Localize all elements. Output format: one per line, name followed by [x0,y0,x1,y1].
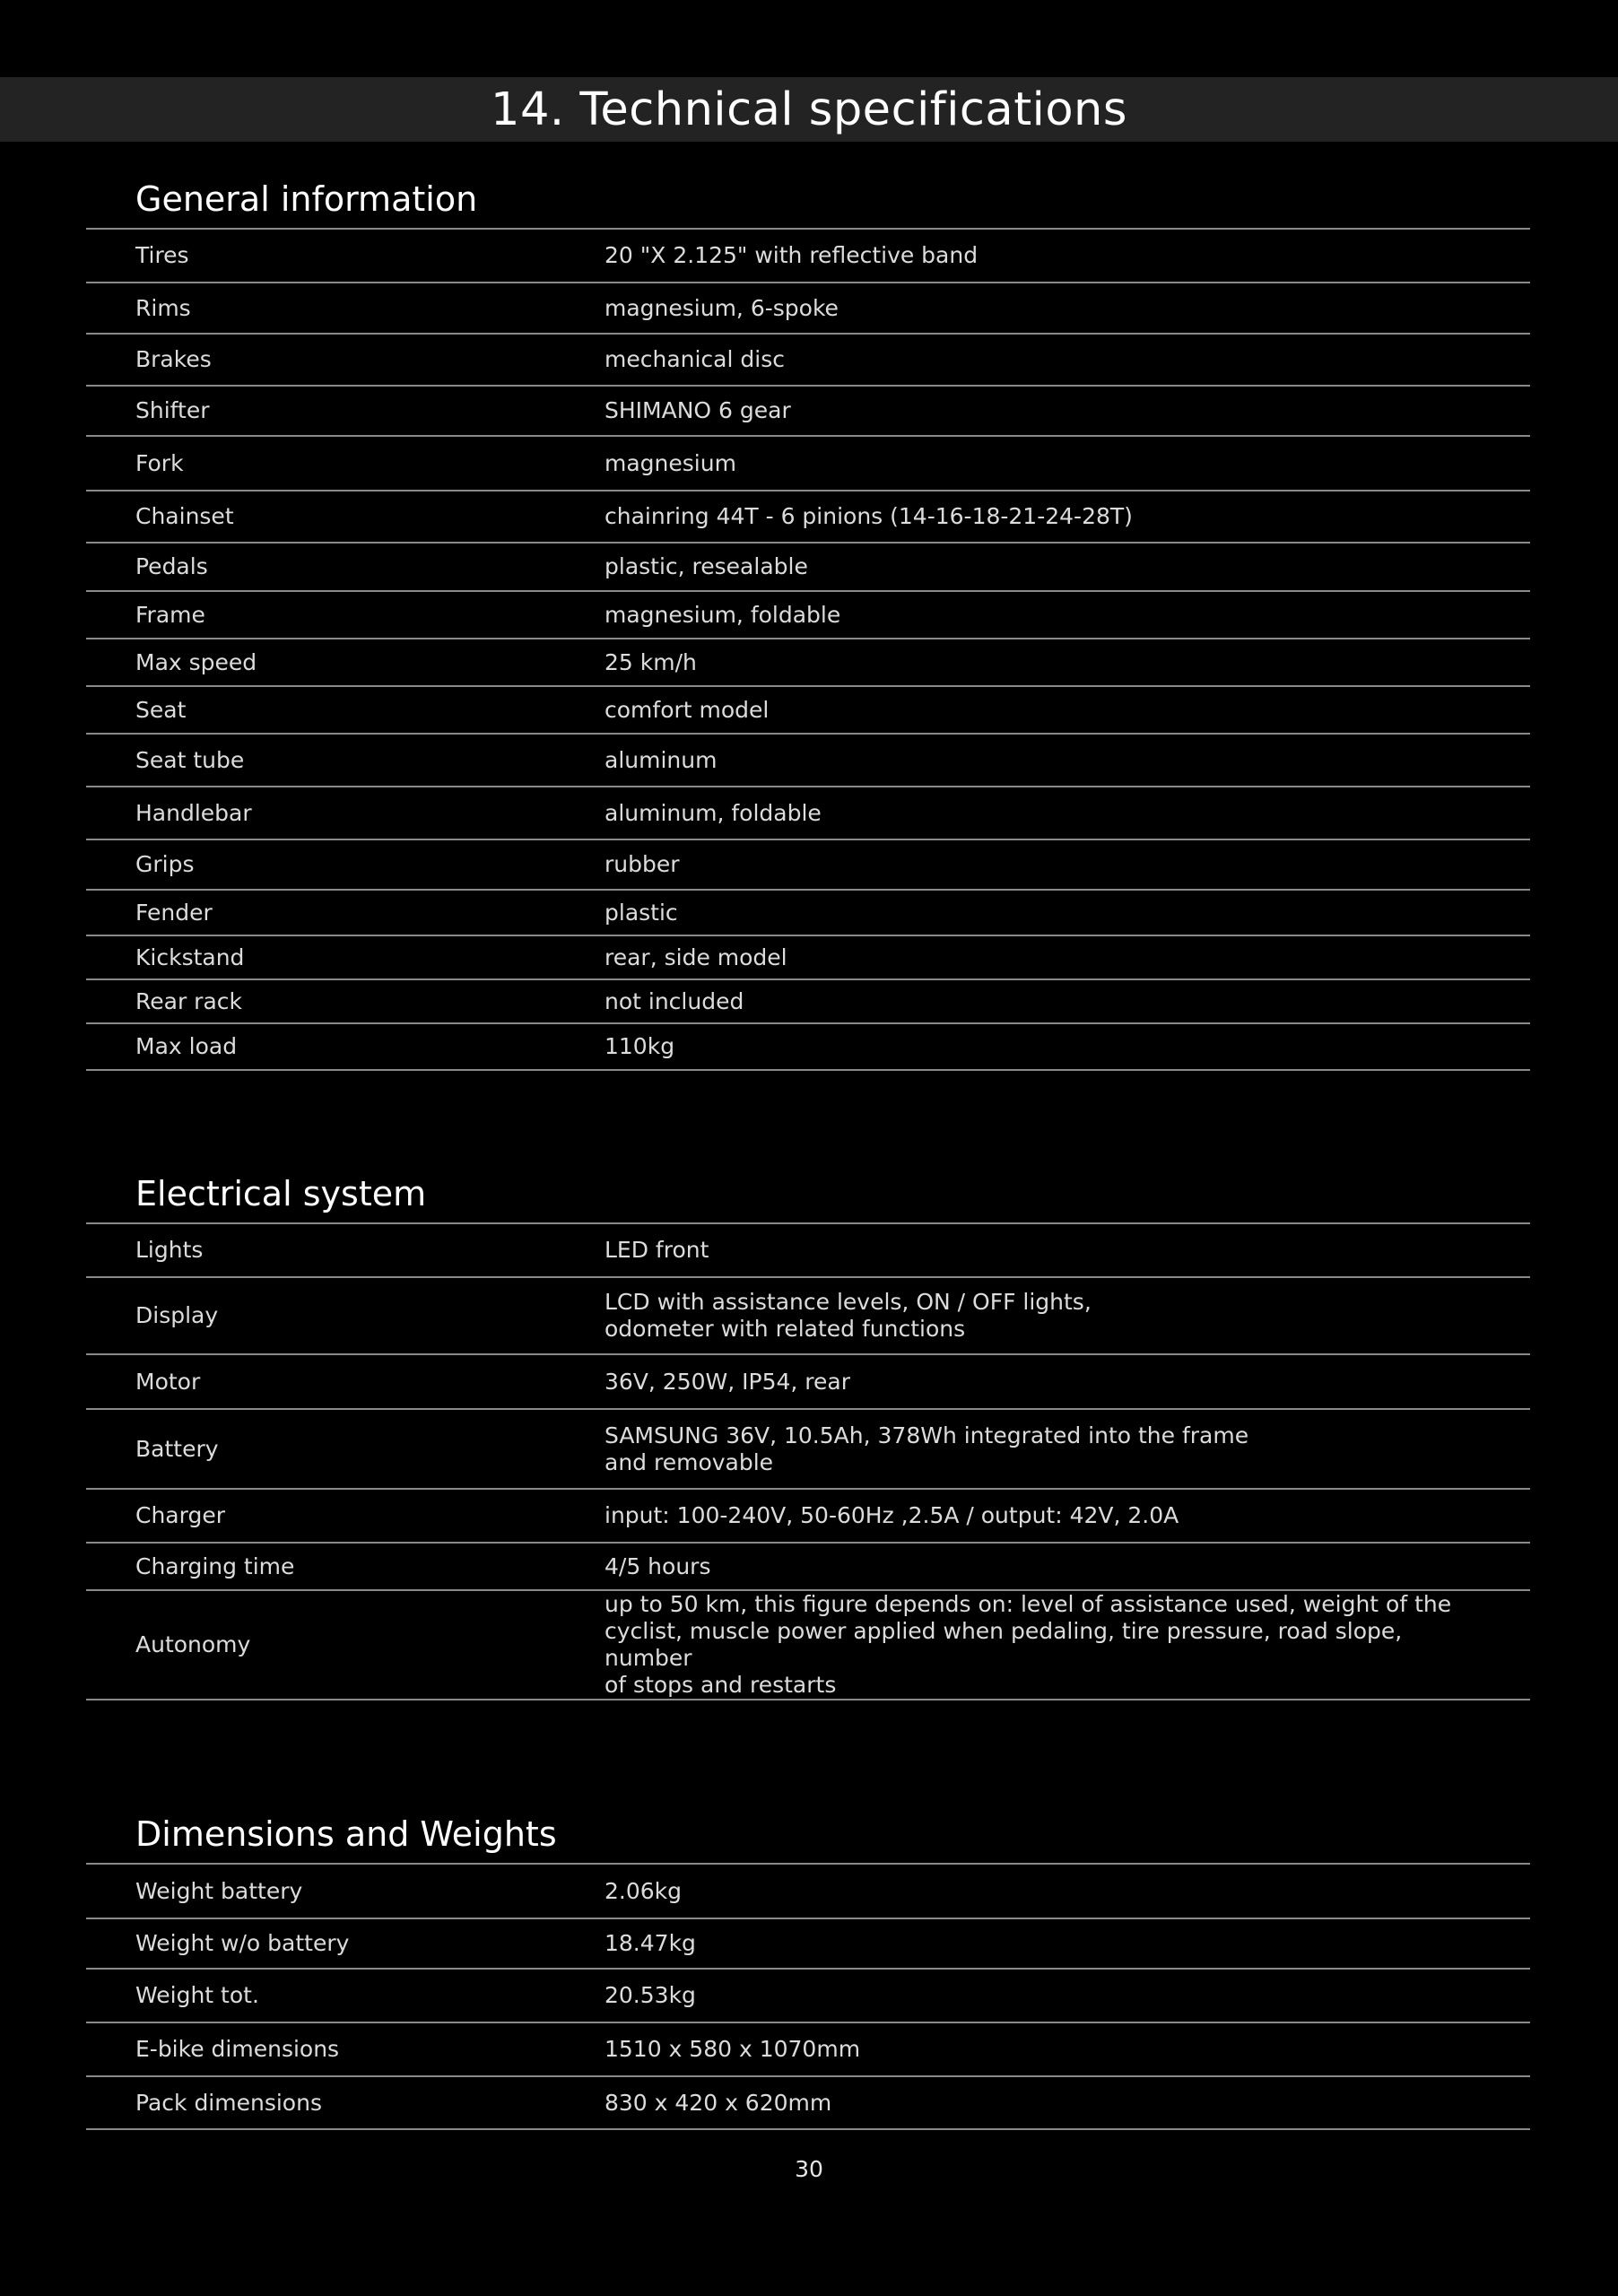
spec-label: Weight w/o battery [86,1918,605,1969]
spec-row [86,1223,1530,1277]
spec-row [86,1543,1530,1590]
spec-value: up to 50 km, this figure depends on: level of assistance used, weight of the cyclist, muscle power applied when pedaling, tire pressure, road slope, number of stops and restarts [605,1590,1530,1700]
spec-label: Handlebar [86,787,605,839]
spec-value: 18.47kg [605,1918,1530,1969]
spec-row [86,639,1530,686]
section-general-information [86,170,1530,1071]
spec-label: Battery [86,1409,605,1489]
spec-label: Charging time [86,1543,605,1590]
spec-row [86,890,1530,935]
spec-label: Max load [86,1023,605,1070]
spec-row [86,1354,1530,1409]
spec-value: SAMSUNG 36V, 10.5Ah, 378Wh integrated into the frame and removable [605,1409,1530,1489]
spec-value: aluminum, foldable [605,787,1530,839]
spec-value: chainring 44T - 6 pinions (14-16-18-21-24-28T) [605,491,1530,543]
spec-value: 4/5 hours [605,1543,1530,1590]
spec-row [86,1969,1530,2022]
spec-value: plastic [605,890,1530,935]
spec-value: 1510 x 580 x 1070mm [605,2022,1530,2076]
spec-label: Motor [86,1354,605,1409]
spec-row [86,1489,1530,1543]
spec-table-general [86,228,1530,1071]
spec-label: Pack dimensions [86,2076,605,2129]
spec-row [86,1590,1530,1700]
spec-label: Max speed [86,639,605,686]
spec-label: Tires [86,229,605,283]
spec-label: E-bike dimensions [86,2022,605,2076]
spec-value: LED front [605,1223,1530,1277]
spec-value: input: 100-240V, 50-60Hz ,2.5A / output: 42V, 2.0A [605,1489,1530,1543]
spec-label: Rear rack [86,979,605,1023]
spec-value: mechanical disc [605,334,1530,386]
spec-row [86,386,1530,436]
spec-value: LCD with assistance levels, ON / OFF lights, odometer with related functions [605,1277,1530,1354]
spec-row [86,1023,1530,1070]
spec-row [86,935,1530,979]
title-bar [0,77,1618,142]
spec-row [86,1918,1530,1969]
spec-label: Grips [86,839,605,890]
spec-row [86,839,1530,890]
spec-label: Pedals [86,543,605,591]
spec-row [86,979,1530,1023]
spec-value: rubber [605,839,1530,890]
spec-value: 830 x 420 x 620mm [605,2076,1530,2129]
spec-label: Autonomy [86,1590,605,1700]
spec-row [86,686,1530,734]
spec-label: Weight battery [86,1864,605,1918]
spec-label: Display [86,1277,605,1354]
spec-label: Shifter [86,386,605,436]
spec-row [86,787,1530,839]
spec-row [86,1864,1530,1918]
section-heading: Electrical system [135,1174,427,1213]
section-dimensions-and-weights [86,1805,1530,2130]
spec-value: 2.06kg [605,1864,1530,1918]
spec-label: Weight tot. [86,1969,605,2022]
spec-label: Kickstand [86,935,605,979]
spec-value: SHIMANO 6 gear [605,386,1530,436]
spec-row [86,734,1530,787]
page-title: 14. Technical specifications [491,83,1127,136]
spec-row [86,2076,1530,2129]
spec-value: magnesium, foldable [605,591,1530,639]
spec-row [86,591,1530,639]
page-number: 30 [795,2156,823,2182]
spec-value: 36V, 250W, IP54, rear [605,1354,1530,1409]
spec-row [86,491,1530,543]
spec-row [86,283,1530,334]
spec-label: Lights [86,1223,605,1277]
spec-value: magnesium, 6-spoke [605,283,1530,334]
spec-value: magnesium [605,436,1530,491]
spec-value: 110kg [605,1023,1530,1070]
spec-value: comfort model [605,686,1530,734]
spec-label: Rims [86,283,605,334]
spec-table-electrical [86,1222,1530,1700]
spec-value: not included [605,979,1530,1023]
spec-label: Fender [86,890,605,935]
spec-row [86,2022,1530,2076]
spec-row [86,436,1530,491]
spec-row [86,1277,1530,1354]
spec-label: Charger [86,1489,605,1543]
spec-value: plastic, resealable [605,543,1530,591]
spec-label: Brakes [86,334,605,386]
spec-row [86,334,1530,386]
spec-label: Frame [86,591,605,639]
spec-label: Fork [86,436,605,491]
section-heading: Dimensions and Weights [135,1814,557,1854]
section-electrical-system [86,1165,1530,1700]
spec-table-dimensions [86,1863,1530,2130]
spec-row [86,229,1530,283]
spec-label: Seat tube [86,734,605,787]
spec-row [86,543,1530,591]
spec-value: 25 km/h [605,639,1530,686]
section-heading: General information [135,179,478,219]
spec-label: Seat [86,686,605,734]
spec-label: Chainset [86,491,605,543]
spec-value: rear, side model [605,935,1530,979]
spec-value: 20.53kg [605,1969,1530,2022]
spec-row [86,1409,1530,1489]
spec-value: aluminum [605,734,1530,787]
spec-value: 20 "X 2.125" with reflective band [605,229,1530,283]
